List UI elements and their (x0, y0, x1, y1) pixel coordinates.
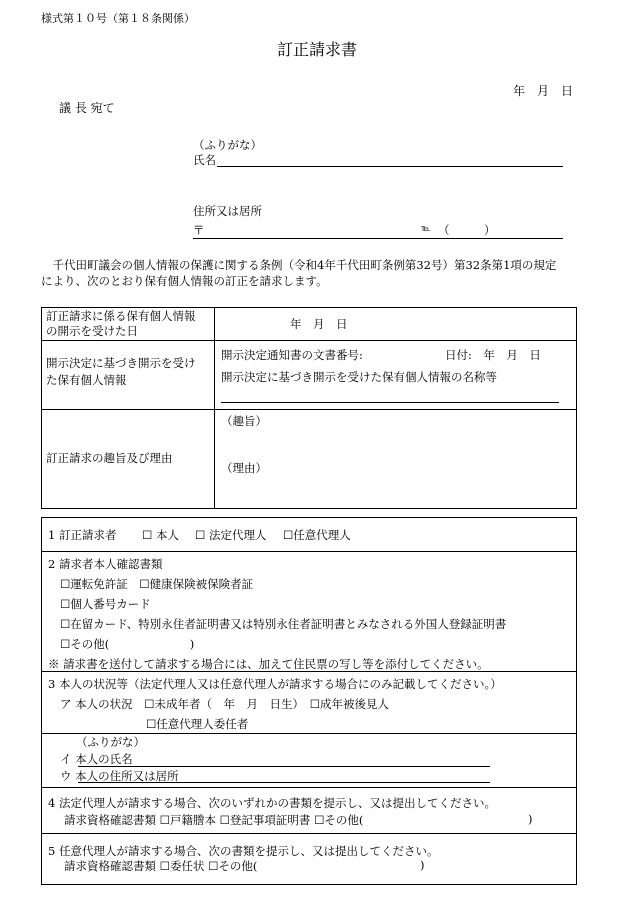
disclosure-date-label-cell (42, 308, 215, 341)
section4-close: ) (528, 812, 533, 826)
disclosed-info-name-field[interactable] (221, 402, 559, 403)
intro-line-1: 千代田町議会の個人情報の保護に関する条例（令和4年千代田町条例第32号）第32条第1項の規定 (41, 258, 557, 272)
section2-heading: 2 請求者本人確認書類 (48, 557, 163, 571)
disclosed-info-label-2: た保有個人情報 (46, 373, 127, 387)
notice-document-number: 開示決定通知書の文書番号: (221, 348, 363, 362)
requester-sections-box (41, 517, 577, 885)
addressee: 議 長 宛て (59, 101, 115, 115)
section4-docs[interactable]: 請求資格確認書類 ☐戸籍謄本 ☐登記事項証明書 ☐その他( (64, 813, 364, 827)
tel-label: ℡ (421, 224, 431, 234)
principal-furigana: （ふりがな） (76, 735, 145, 749)
reason-label: （理由） (221, 461, 267, 475)
tel-paren: （ ） (438, 223, 496, 237)
disclosure-date-cell[interactable] (215, 308, 577, 341)
disclosed-info-name: 開示決定に基づき開示を受けた保有個人情報の名称等 (221, 370, 497, 384)
form-number: 様式第１０号（第１８条関係） (41, 12, 195, 25)
name-label: 氏名 (193, 153, 216, 167)
section5-heading: 5 任意代理人が請求する場合、次の書類を提示し、又は提出してください。 (48, 844, 439, 858)
disclosed-info-cell[interactable] (215, 341, 577, 410)
section4-heading: 4 法定代理人が請求する場合、次のいずれかの書類を提示し、又は提出してください。 (48, 796, 496, 810)
postal-mark: 〒 (193, 223, 205, 237)
address-label: 住所又は居所 (193, 204, 262, 218)
principal-status-2[interactable]: ☐任意代理人委任者 (146, 717, 249, 731)
page-title: 訂正請求書 (277, 40, 358, 59)
checkbox-legal-agent[interactable]: ☐ 法定代理人 (195, 528, 267, 542)
disclosure-date-label-2: の開示を受けた日 (46, 324, 138, 338)
disclosed-info-label-1: 開示決定に基づき開示を受け (46, 356, 196, 370)
address-field[interactable] (193, 238, 563, 239)
principal-status[interactable]: ア 本人の状況 ☐未成年者（ 年 月 日生） ☐成年被後見人 (60, 697, 390, 711)
principal-address-label: ウ 本人の住所又は居所 (60, 769, 179, 783)
divider (42, 833, 576, 834)
divider (42, 671, 576, 672)
id-docs-line-3[interactable]: ☐在留カード、特別永住者証明書又は特別永住者証明書とみなされる外国人登録証明書 (60, 617, 507, 631)
section5-docs[interactable]: 請求資格確認書類 ☐委任状 ☐その他( (64, 859, 258, 873)
notice-date: 日付: 年 月 日 (445, 348, 541, 362)
divider (42, 787, 576, 788)
name-field[interactable] (217, 166, 563, 167)
divider (42, 551, 576, 552)
disclosed-info-label-cell (42, 341, 215, 410)
principal-address-field[interactable] (78, 782, 490, 783)
section3-heading: 3 本人の状況等（法定代理人又は任意代理人が請求する場合にのみ記載してください。） (48, 677, 502, 691)
id-docs-line-2[interactable]: ☐個人番号カード (60, 597, 151, 611)
id-docs-line-4[interactable]: ☐その他( ) (60, 637, 195, 651)
disclosure-date-value: 年 月 日 (290, 317, 348, 331)
purpose-reason-label: 訂正請求の趣旨及び理由 (46, 451, 173, 465)
section1-heading: 1 訂正請求者 (48, 528, 117, 542)
section5-close: ) (420, 858, 425, 872)
intro-line-2: により、次のとおり保有個人情報の訂正を請求します。 (41, 274, 328, 288)
purpose-label: （趣旨） (221, 414, 267, 428)
request-date: 年 月 日 (513, 84, 574, 98)
furigana-label: （ふりがな） (193, 138, 262, 152)
disclosure-date-label-1: 訂正請求に係る保有個人情報 (46, 309, 196, 323)
principal-name-label: イ 本人の氏名 (60, 752, 133, 766)
request-details-table (41, 307, 577, 509)
mail-note: ※ 請求書を送付して請求する場合には、加えて住民票の写し等を添付してください。 (48, 657, 489, 671)
principal-name-field[interactable] (78, 766, 490, 767)
id-docs-line-1[interactable]: ☐運転免許証 ☐健康保険被保険者証 (60, 577, 254, 591)
checkbox-voluntary-agent[interactable]: ☐任意代理人 (283, 528, 351, 542)
checkbox-self[interactable]: ☐ 本人 (142, 528, 179, 542)
purpose-reason-cell[interactable] (215, 410, 577, 509)
purpose-reason-label-cell (42, 410, 215, 509)
